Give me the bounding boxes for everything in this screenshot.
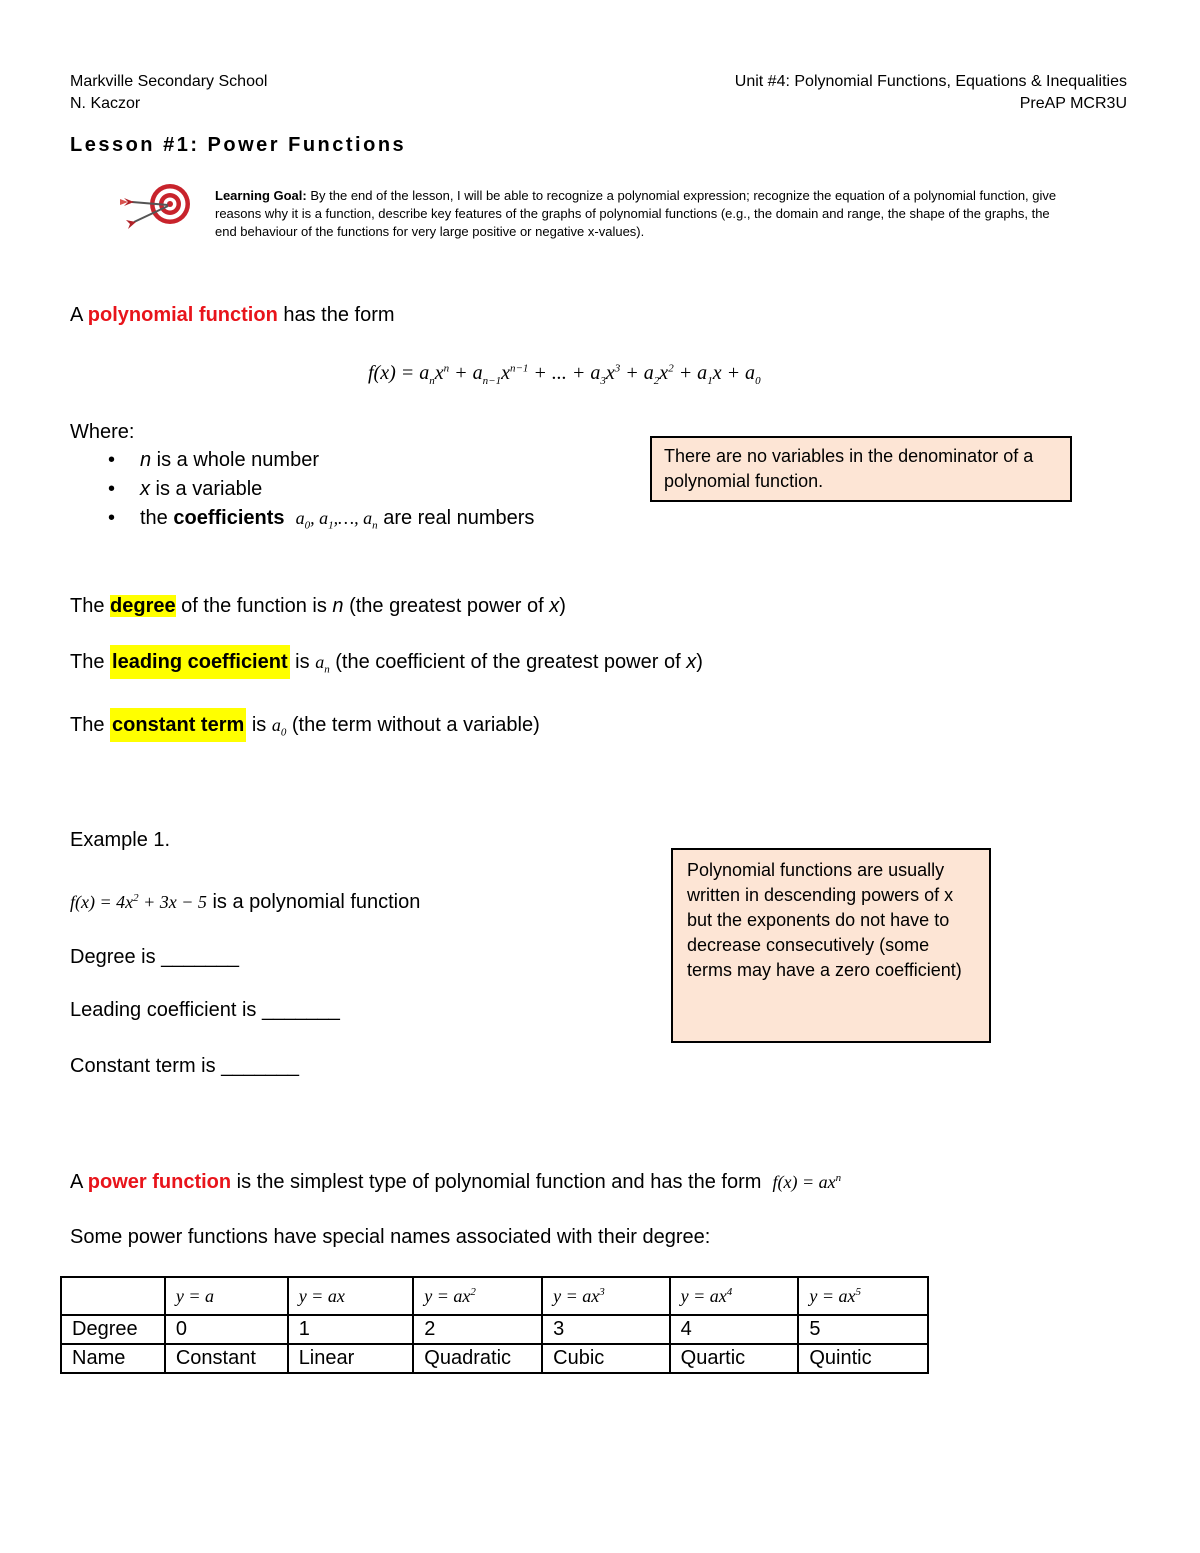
where-b2-text: is a variable: [150, 478, 263, 500]
degree-term: degree: [110, 595, 176, 617]
constant-pre: The: [70, 714, 111, 736]
table-corner-cell: [61, 1277, 165, 1315]
example-function-line: [70, 884, 420, 916]
teacher-name: N. Kaczor: [70, 95, 141, 112]
where-b3-post: are real numbers: [377, 507, 535, 529]
table-header-cell: $y = ax^2$: [413, 1277, 542, 1315]
degree-post: (the greatest power of: [343, 595, 550, 617]
leading-var2: x: [686, 651, 697, 673]
row-label-degree: Degree: [61, 1315, 165, 1344]
coefficients-math: $a_0$, $a_1,\dots$, $a_n$: [295, 508, 378, 532]
leading-post: (the coefficient of the greatest power of: [329, 651, 687, 673]
degree-line: [70, 592, 566, 620]
example-degree-blank: Degree is _______: [70, 946, 240, 968]
constant-term-line: [70, 711, 540, 747]
where-b3-pre: the: [140, 507, 174, 529]
list-item: • x is a variable: [108, 478, 263, 500]
table-header-cell: y = a: [165, 1277, 288, 1315]
table-header-cell: y = ax: [288, 1277, 414, 1315]
callout-descending: Polynomial functions are usually written in descending powers of x but the exponents do not have to decrease consecutively (some terms may have a zero coefficient): [671, 848, 991, 1043]
table-header-cell: $y = ax^4$: [670, 1277, 799, 1315]
list-item: • the coefficients $a_0$, $a_1,\dots$, $a_n$ are real numbers: [108, 507, 535, 532]
table-cell: Quartic: [670, 1344, 799, 1373]
special-names-text: Some power functions have special names associated with their degree:: [70, 1226, 711, 1248]
power-def-post: is the simplest type of polynomial function and has the form: [231, 1171, 762, 1193]
example-title: Example 1.: [70, 829, 171, 851]
table-header-cell: $y = ax^3$: [542, 1277, 670, 1315]
table-cell: 5: [798, 1315, 928, 1344]
degree-pre: The: [70, 595, 111, 617]
constant-post: (the term without a variable): [286, 714, 540, 736]
coefficients-term: coefficients: [173, 507, 285, 529]
learning-goal: [215, 187, 1065, 241]
leading-coefficient-term: leading coefficient: [110, 645, 290, 679]
table-cell: 3: [542, 1315, 670, 1344]
where-label: Where:: [70, 421, 135, 443]
header-right: [735, 71, 1127, 115]
polynomial-general-formula: $f(x) = a_nx^n + a_{n-1}x^{n-1}$ + ... + $a_3x^3 + a_2x^2 + a_1x + a_0$: [368, 362, 761, 387]
constant-mid: is: [246, 714, 272, 736]
table-cell: Quintic: [798, 1344, 928, 1373]
table-cell: 1: [288, 1315, 414, 1344]
table-cell: Quadratic: [413, 1344, 542, 1373]
power-function-definition: [70, 1164, 841, 1196]
table-cell: 4: [670, 1315, 799, 1344]
table-cell: Cubic: [542, 1344, 670, 1373]
degree-end: ): [559, 595, 566, 617]
var-x: x: [140, 478, 150, 500]
table-cell: Linear: [288, 1344, 414, 1373]
where-list: [70, 446, 650, 541]
leading-end: ): [696, 651, 703, 673]
example-function-math: $f(x) = 4x^2 + 3x - 5$: [70, 892, 207, 912]
lesson-title: Lesson #1: Power Functions: [70, 134, 407, 156]
course-code: PreAP MCR3U: [1019, 95, 1127, 112]
callout-denominator: There are no variables in the denominator of a polynomial function.: [650, 436, 1072, 502]
leading-pre: The: [70, 651, 111, 673]
example-constant-blank: Constant term is _______: [70, 1055, 300, 1077]
var-n: n: [140, 449, 152, 471]
power-functions-table: [60, 1276, 929, 1374]
table-cell: 2: [413, 1315, 542, 1344]
table-row: [61, 1315, 928, 1344]
power-def-pre: A: [70, 1171, 88, 1193]
example-leading-blank: Leading coefficient is _______: [70, 999, 340, 1021]
degree-var: n: [332, 595, 344, 617]
leading-coefficient-line: [70, 648, 703, 684]
row-label-name: Name: [61, 1344, 165, 1373]
polynomial-definition: [70, 301, 395, 329]
constant-term-term: constant term: [110, 708, 246, 742]
constant-term-math: $a_0$: [271, 715, 287, 739]
table-cell: 0: [165, 1315, 288, 1344]
table-row: [61, 1344, 928, 1373]
list-item: • n is a whole number: [108, 449, 319, 471]
degree-mid: of the function is: [175, 595, 333, 617]
table-row: [61, 1277, 928, 1315]
target-arrows-icon: [118, 178, 196, 245]
school-name: Markville Secondary School: [70, 73, 268, 90]
poly-def-post: has the form: [277, 304, 395, 326]
leading-coefficient-math: $a_n$: [315, 652, 330, 676]
learning-goal-text: By the end of the lesson, I will be able to recognize a polynomial expression; recognize the equation of a polynomial function, give reasons why it is a function, describe key features of the graphs of polynomial functions (e.g., the domain and range, the shape of the graphs, the end behaviour of the functions for very large positive or negative x-values).: [215, 188, 1057, 239]
polynomial-function-term: polynomial function: [87, 304, 278, 326]
example-is-poly: is a polynomial function: [206, 891, 421, 913]
table-header-cell: $y = ax^5$: [798, 1277, 928, 1315]
header-left: [70, 71, 267, 115]
where-b1-text: is a whole number: [151, 449, 319, 471]
learning-goal-label: Learning Goal:: [215, 188, 307, 203]
power-function-math: $f(x) = ax^n$: [772, 1172, 842, 1192]
degree-var2: x: [549, 595, 560, 617]
unit-title: Unit #4: Polynomial Functions, Equations & Inequalities: [734, 73, 1127, 90]
leading-mid: is: [289, 651, 316, 673]
poly-def-pre: A: [70, 304, 88, 326]
table-cell: Constant: [165, 1344, 288, 1373]
power-function-term: power function: [87, 1171, 232, 1193]
